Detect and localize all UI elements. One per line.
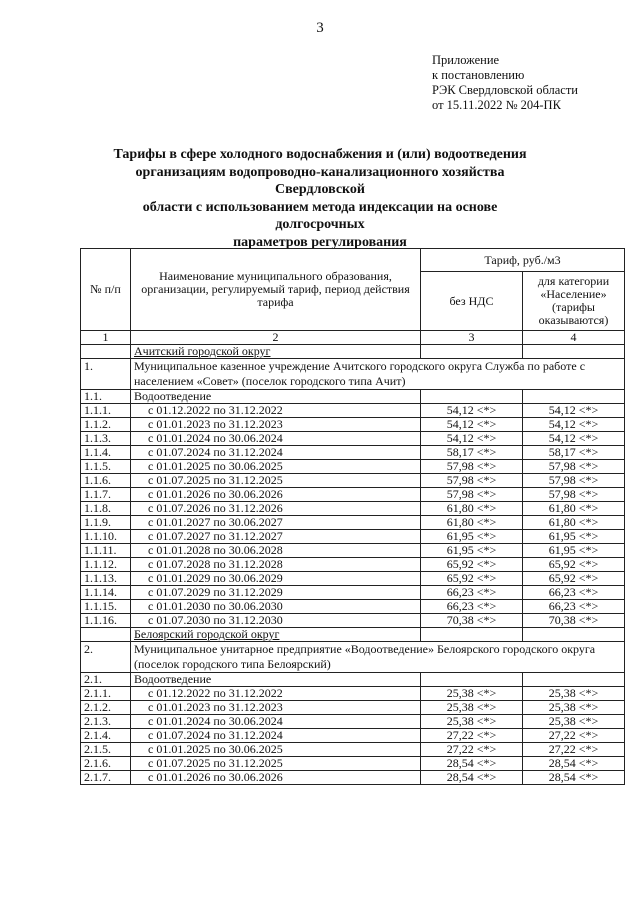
row-tariff-no-vat: 54,12 <*>	[421, 432, 523, 446]
row-number: 1.1.7.	[81, 488, 131, 502]
row-tariff-no-vat: 27,22 <*>	[421, 743, 523, 757]
table-row	[81, 757, 625, 771]
row-number: 1.1.15.	[81, 600, 131, 614]
row-tariff-population: 61,80 <*>	[523, 516, 625, 530]
municipality-row	[81, 628, 625, 642]
row-tariff-population: 57,98 <*>	[523, 474, 625, 488]
row-tariff-population: 66,23 <*>	[523, 586, 625, 600]
row-tariff-population: 61,95 <*>	[523, 530, 625, 544]
row-period: с 01.01.2025 по 30.06.2025	[131, 460, 421, 474]
row-tariff-population: 57,98 <*>	[523, 460, 625, 474]
row-period: с 01.07.2027 по 31.12.2027	[131, 530, 421, 544]
row-number: 2.1.3.	[81, 715, 131, 729]
row-number: 1.1.11.	[81, 544, 131, 558]
table-row	[81, 418, 625, 432]
municipality-name: Белоярский городской округ	[131, 628, 421, 642]
row-period: с 01.01.2024 по 30.06.2024	[131, 715, 421, 729]
header-name: Наименование муниципального образования, организации, регулируемый тариф, период действия тарифа	[131, 249, 421, 331]
title-line: области с использованием метода индексации на основе долгосрочных	[142, 199, 498, 232]
row-tariff-population: 65,92 <*>	[523, 558, 625, 572]
row-number: 1.1.3.	[81, 432, 131, 446]
table-row	[81, 600, 625, 614]
row-period: с 01.01.2026 по 30.06.2026	[131, 488, 421, 502]
organization-name: Муниципальное унитарное предприятие «Водоотведение» Белоярского городского округа (поселок городского типа Белоярский)	[131, 642, 625, 673]
row-tariff-no-vat: 66,23 <*>	[421, 586, 523, 600]
row-period: с 01.01.2027 по 30.06.2027	[131, 516, 421, 530]
column-number-row	[81, 331, 625, 345]
row-period: с 01.12.2022 по 31.12.2022	[131, 404, 421, 418]
appendix-line: РЭК Свердловской области	[432, 83, 578, 97]
column-number: 1	[81, 331, 131, 345]
header-no-vat: без НДС	[421, 272, 523, 331]
row-number: 1.1.5.	[81, 460, 131, 474]
org-number: 1.	[81, 359, 131, 390]
table-row	[81, 446, 625, 460]
table-row	[81, 488, 625, 502]
header-tariff: Тариф, руб./м3	[421, 249, 625, 272]
row-number: 1.1.2.	[81, 418, 131, 432]
table-row	[81, 771, 625, 785]
row-tariff-no-vat: 65,92 <*>	[421, 558, 523, 572]
table-row	[81, 502, 625, 516]
row-number: 1.1.14.	[81, 586, 131, 600]
row-tariff-population: 61,95 <*>	[523, 544, 625, 558]
row-number: 1.1.13.	[81, 572, 131, 586]
row-tariff-population: 57,98 <*>	[523, 488, 625, 502]
row-tariff-no-vat: 57,98 <*>	[421, 488, 523, 502]
row-period: с 01.01.2026 по 30.06.2026	[131, 771, 421, 785]
row-tariff-no-vat: 27,22 <*>	[421, 729, 523, 743]
organization-row	[81, 359, 625, 390]
tariff-table	[80, 248, 625, 785]
empty-cell	[421, 345, 523, 359]
table-row	[81, 715, 625, 729]
table-body	[81, 331, 625, 785]
row-number: 1.1.6.	[81, 474, 131, 488]
row-tariff-population: 25,38 <*>	[523, 715, 625, 729]
table-row	[81, 614, 625, 628]
empty-cell	[81, 345, 131, 359]
empty-cell	[421, 673, 523, 687]
service-name: Водоотведение	[131, 673, 421, 687]
row-number: 2.1.4.	[81, 729, 131, 743]
row-number: 2.1.6.	[81, 757, 131, 771]
row-tariff-population: 61,80 <*>	[523, 502, 625, 516]
table-row	[81, 743, 625, 757]
table-row	[81, 544, 625, 558]
table-row	[81, 460, 625, 474]
document-title	[110, 146, 530, 251]
row-period: с 01.01.2023 по 31.12.2023	[131, 418, 421, 432]
appendix-line: Приложение	[432, 53, 500, 67]
row-number: 2.1.1.	[81, 687, 131, 701]
row-tariff-no-vat: 25,38 <*>	[421, 715, 523, 729]
appendix-line: к постановлению	[432, 68, 525, 82]
table-row	[81, 432, 625, 446]
table-row	[81, 729, 625, 743]
row-tariff-population: 70,38 <*>	[523, 614, 625, 628]
title-line: организациям водопроводно-канализационного хозяйства Свердловской	[135, 164, 505, 197]
row-tariff-population: 28,54 <*>	[523, 757, 625, 771]
organization-row	[81, 642, 625, 673]
empty-cell	[523, 345, 625, 359]
row-tariff-population: 54,12 <*>	[523, 404, 625, 418]
row-tariff-no-vat: 61,80 <*>	[421, 516, 523, 530]
row-period: с 01.01.2024 по 30.06.2024	[131, 432, 421, 446]
row-tariff-population: 54,12 <*>	[523, 432, 625, 446]
column-number: 3	[421, 331, 523, 345]
row-tariff-no-vat: 57,98 <*>	[421, 460, 523, 474]
row-tariff-population: 27,22 <*>	[523, 743, 625, 757]
table-row	[81, 558, 625, 572]
table-row	[81, 572, 625, 586]
empty-cell	[523, 390, 625, 404]
row-number: 1.1.8.	[81, 502, 131, 516]
row-period: с 01.01.2030 по 30.06.2030	[131, 600, 421, 614]
row-number: 1.1.16.	[81, 614, 131, 628]
row-tariff-population: 66,23 <*>	[523, 600, 625, 614]
table-row	[81, 586, 625, 600]
row-number: 1.1.1.	[81, 404, 131, 418]
row-tariff-population: 58,17 <*>	[523, 446, 625, 460]
row-number: 1.1.9.	[81, 516, 131, 530]
service-row	[81, 390, 625, 404]
row-tariff-population: 65,92 <*>	[523, 572, 625, 586]
title-line: параметров регулирования	[233, 234, 407, 250]
table-row	[81, 530, 625, 544]
row-tariff-no-vat: 65,92 <*>	[421, 572, 523, 586]
appendix-line: от 15.11.2022 № 204-ПК	[432, 98, 561, 112]
header-population: для категории «Население» (тарифы оказываются)	[523, 272, 625, 331]
service-name: Водоотведение	[131, 390, 421, 404]
table-row	[81, 516, 625, 530]
row-number: 2.1.5.	[81, 743, 131, 757]
municipality-name: Ачитский городской округ	[131, 345, 421, 359]
org-number: 2.	[81, 642, 131, 673]
table-row	[81, 404, 625, 418]
row-tariff-no-vat: 61,95 <*>	[421, 530, 523, 544]
service-row	[81, 673, 625, 687]
row-period: с 01.07.2028 по 31.12.2028	[131, 558, 421, 572]
row-tariff-no-vat: 57,98 <*>	[421, 474, 523, 488]
page-number: 3	[316, 20, 324, 36]
row-period: с 01.07.2030 по 31.12.2030	[131, 614, 421, 628]
row-period: с 01.07.2024 по 31.12.2024	[131, 729, 421, 743]
row-tariff-no-vat: 70,38 <*>	[421, 614, 523, 628]
row-tariff-population: 27,22 <*>	[523, 729, 625, 743]
row-period: с 01.07.2025 по 31.12.2025	[131, 757, 421, 771]
table-row	[81, 474, 625, 488]
empty-cell	[421, 390, 523, 404]
row-period: с 01.01.2028 по 30.06.2028	[131, 544, 421, 558]
service-number: 2.1.	[81, 673, 131, 687]
row-number: 1.1.10.	[81, 530, 131, 544]
row-number: 1.1.12.	[81, 558, 131, 572]
organization-name: Муниципальное казенное учреждение Ачитского городского округа Служба по работе с населением «Совет» (поселок городского типа Ачит)	[131, 359, 625, 390]
row-tariff-no-vat: 61,95 <*>	[421, 544, 523, 558]
table-row	[81, 701, 625, 715]
row-tariff-population: 25,38 <*>	[523, 701, 625, 715]
row-tariff-no-vat: 28,54 <*>	[421, 757, 523, 771]
row-tariff-population: 54,12 <*>	[523, 418, 625, 432]
row-period: с 01.12.2022 по 31.12.2022	[131, 687, 421, 701]
empty-cell	[81, 628, 131, 642]
row-tariff-no-vat: 54,12 <*>	[421, 404, 523, 418]
row-period: с 01.07.2024 по 31.12.2024	[131, 446, 421, 460]
row-number: 2.1.2.	[81, 701, 131, 715]
empty-cell	[523, 673, 625, 687]
row-period: с 01.07.2029 по 31.12.2029	[131, 586, 421, 600]
row-period: с 01.07.2026 по 31.12.2026	[131, 502, 421, 516]
service-number: 1.1.	[81, 390, 131, 404]
header-num: № п/п	[81, 249, 131, 331]
column-number: 4	[523, 331, 625, 345]
row-tariff-no-vat: 58,17 <*>	[421, 446, 523, 460]
row-tariff-population: 28,54 <*>	[523, 771, 625, 785]
row-period: с 01.01.2023 по 31.12.2023	[131, 701, 421, 715]
column-number: 2	[131, 331, 421, 345]
municipality-row	[81, 345, 625, 359]
row-period: с 01.07.2025 по 31.12.2025	[131, 474, 421, 488]
row-tariff-population: 25,38 <*>	[523, 687, 625, 701]
row-tariff-no-vat: 28,54 <*>	[421, 771, 523, 785]
empty-cell	[421, 628, 523, 642]
row-number: 2.1.7.	[81, 771, 131, 785]
row-tariff-no-vat: 25,38 <*>	[421, 701, 523, 715]
row-period: с 01.01.2025 по 30.06.2025	[131, 743, 421, 757]
row-tariff-no-vat: 66,23 <*>	[421, 600, 523, 614]
empty-cell	[523, 628, 625, 642]
row-tariff-no-vat: 54,12 <*>	[421, 418, 523, 432]
row-tariff-no-vat: 61,80 <*>	[421, 502, 523, 516]
table-row	[81, 687, 625, 701]
row-number: 1.1.4.	[81, 446, 131, 460]
row-tariff-no-vat: 25,38 <*>	[421, 687, 523, 701]
row-period: с 01.01.2029 по 30.06.2029	[131, 572, 421, 586]
appendix-block	[432, 53, 578, 113]
title-line: Тарифы в сфере холодного водоснабжения и (или) водоотведения	[113, 147, 527, 162]
